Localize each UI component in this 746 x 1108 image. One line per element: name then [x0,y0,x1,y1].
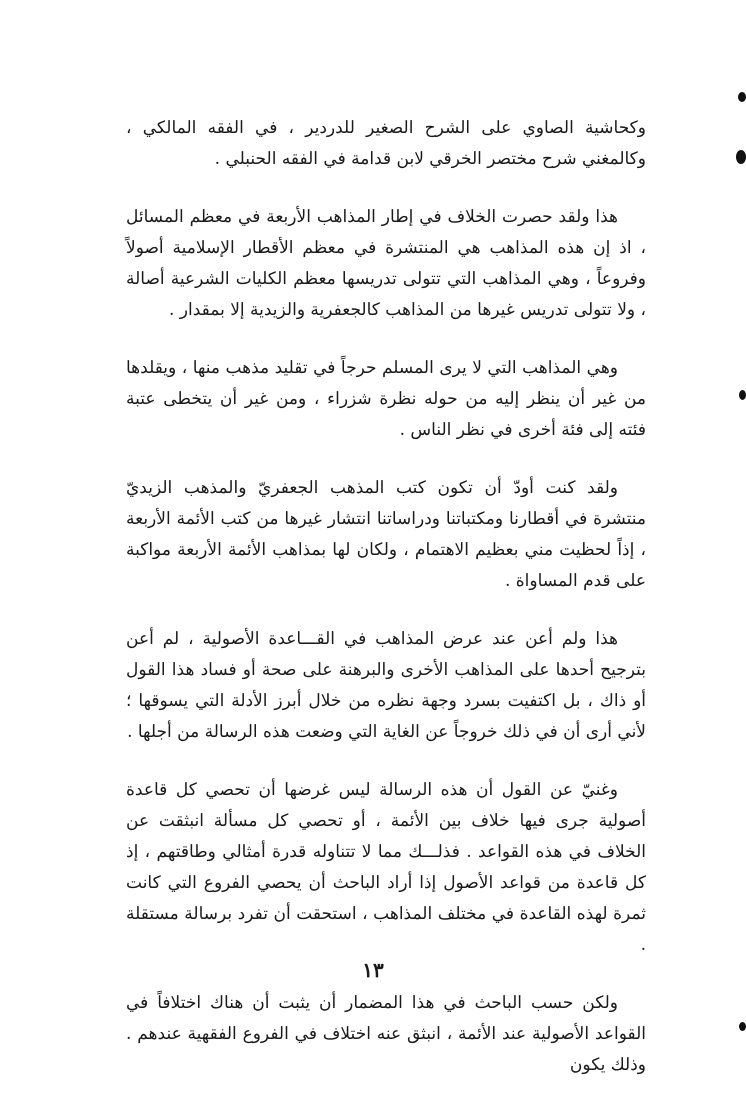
scan-edge-mark [739,1022,746,1031]
scan-edge-mark [738,92,746,102]
scan-edge-mark [736,150,746,164]
paragraph: هذا ولم أعن عند عرض المذاهب في القـــاعدة الأصولية ، لم أعن بترجيح أحدها على المذاهب الأخرى والبرهنة على صحة أو فساد هذا القول أو ذاك ، بل اكتفيت بسرد وجهة نظره من خلال أبرز الأدلة التي يسوقها ؛ لأني أرى أن في ذلك خروجاً عن الغاية التي وضعت هذه الرسالة من أجلها . [126,629,646,742]
paragraph: ولقد كنت أودّ أن تكون كتب المذهب الجعفريّ والمذهب الزيديّ منتشرة في أقطارنا ومكتباتنا ودراساتنا انتشار غيرها من كتب الأئمة الأربعة ، إذاً لحظيت مني بعظيم الاهتمام ، ولكان لها بمذاهب الأئمة الأربعة مواكبة على قدم المساواة . [126,478,646,591]
page-number: ١٣ [362,958,384,982]
paragraph: وغنيّ عن القول أن هذه الرسالة ليس غرضها أن تحصي كل قاعدة أصولية جرى فيها خلاف بين الأئمة ، أو تحصي كل مسألة انبثقت عن الخلاف في هذه القواعد . فذلـــك مما لا تتناوله قدرة أمثالي وطاقتهم ، إذ كل قاعدة من قواعد الأصول إذا أراد الباحث أن يحصي الفروع التي كانت ثمرة لهذه القاعدة في مختلف المذاهب ، استحقت أن تفرد برسالة مستقلة . [126,780,646,955]
paragraph: هذا ولقد حصرت الخلاف في إطار المذاهب الأربعة في معظم المسائل ، اذ إن هذه المذاهب هي المنتشرة في معظم الأقطار الإسلامية أصولاً وفروعاً ، وهي المذاهب التي تتولى تدريسها معظم الكليات الشرعية أصالة ، ولا تتولى تدريس غيرها من المذاهب كالجعفرية والزيدية إلا بمقدار . [126,207,646,320]
paragraph: ولكن حسب الباحث في هذا المضمار أن يثبت أن هناك اختلافاً في القواعد الأصولية عند الأئمة ، انبثق عنه اختلاف في الفروع الفقهية عندهم . وذلك يكون [126,993,646,1075]
paragraph: وهي المذاهب التي لا يرى المسلم حرجاً في تقليد مذهب منها ، ويقلدها من غير أن ينظر إليه من حوله نظرة شزراء ، ومن غير أن يتخطى عتبة فئته إلى فئة أخرى في نظر الناس . [126,358,646,440]
scan-edge-mark [739,390,746,400]
paragraph: وكحاشية الصاوي على الشرح الصغير للدردير ، في الفقه المالكي ، وكالمغني شرح مختصر الخرقي لابن قدامة في الفقه الحنبلي . [126,118,646,169]
